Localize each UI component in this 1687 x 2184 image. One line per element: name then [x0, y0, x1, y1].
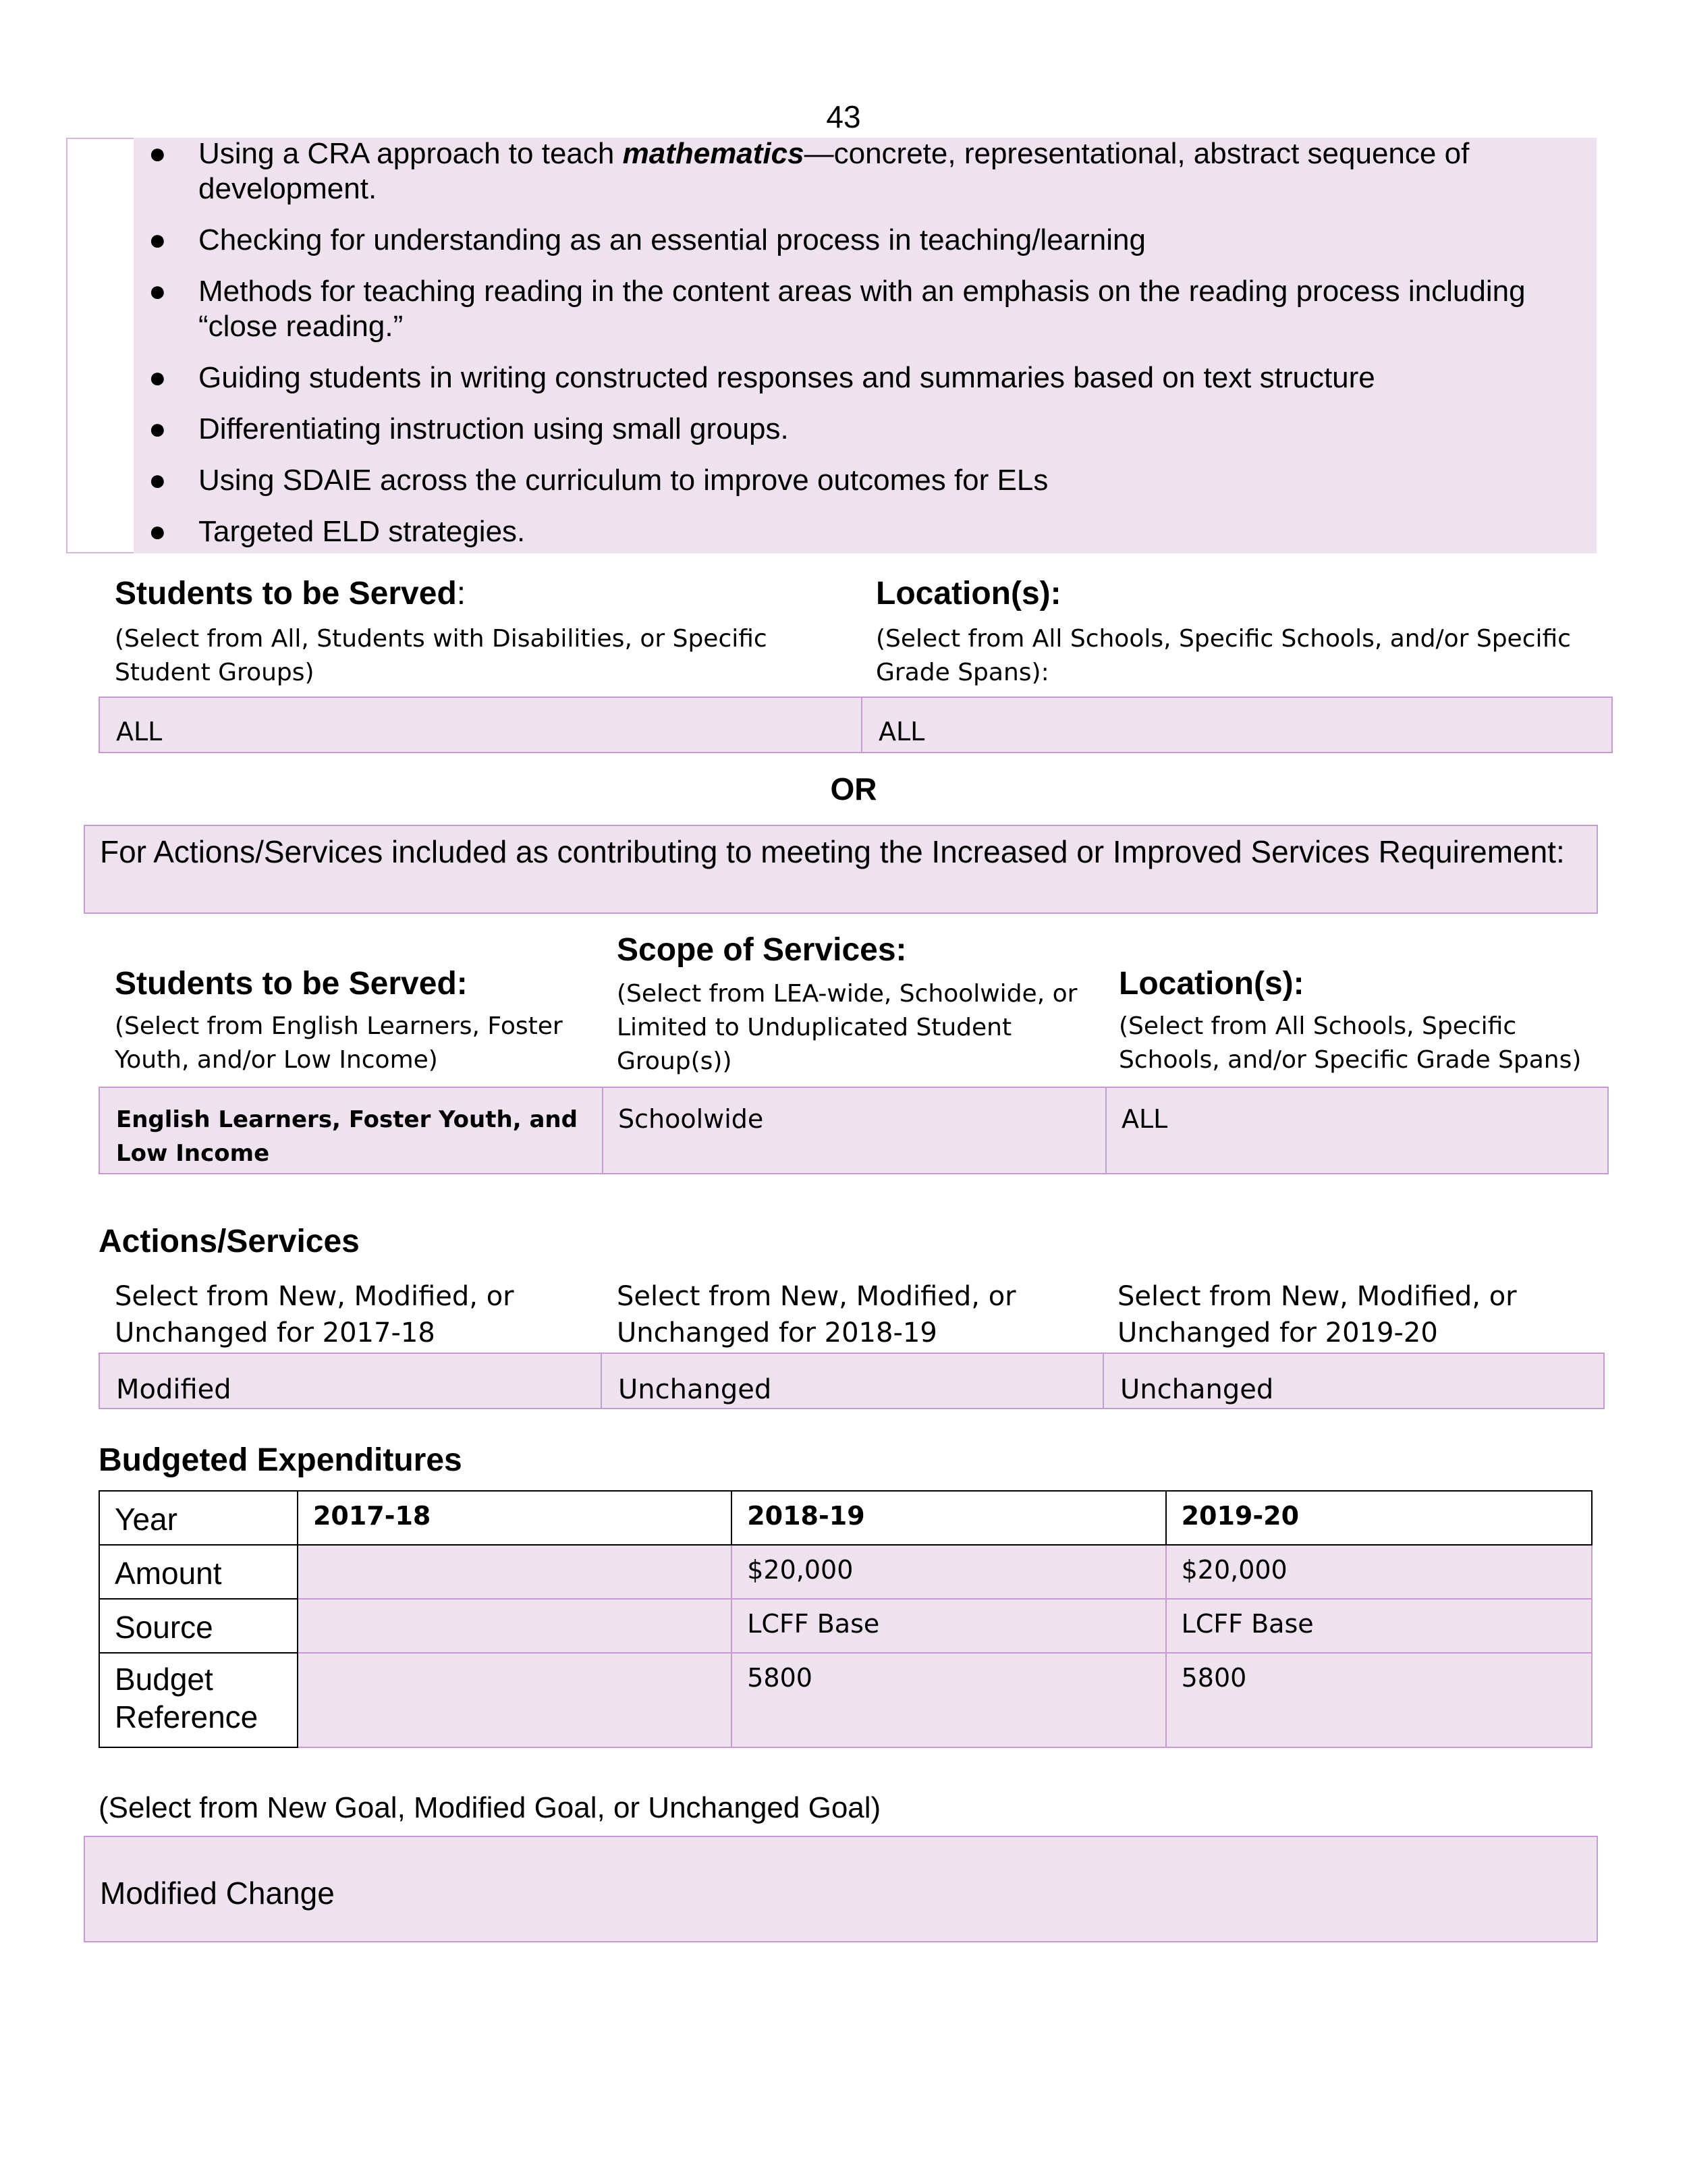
budget-table — [99, 1490, 1593, 1748]
amount-2019[interactable]: $20,000 — [1166, 1545, 1592, 1599]
bullet-icon: ● — [148, 275, 167, 308]
bullet-icon: ● — [148, 361, 167, 394]
bullet-text: Differentiating instruction using small groups. — [198, 412, 789, 445]
bullet-text: Guiding students in writing constructed responses and summaries based on text structure — [198, 361, 1375, 394]
budget-ref-2017[interactable] — [298, 1653, 731, 1747]
budget-ref-2019[interactable]: 5800 — [1166, 1653, 1592, 1747]
actions-heading: Actions/Services — [99, 1224, 360, 1259]
students-heading-2: Students to be Served: — [115, 966, 468, 1002]
bullet-icon: ● — [148, 464, 167, 497]
scope-hint: (Select from LEA-wide, Schoolwide, or Limited to Unduplicated Student Group(s)) — [617, 980, 1078, 1075]
table-row — [99, 1599, 1592, 1653]
location-hint-2: (Select from All Schools, Specific Schools, and/or Specific Grade Spans) — [1119, 1012, 1582, 1074]
actions-hint-2019: Select from New, Modified, or Unchanged for 2019-20 — [1117, 1281, 1517, 1348]
students-hint: (Select from All, Students with Disabilities, or Specific Student Groups) — [115, 625, 767, 686]
action-status-2018[interactable]: Unchanged — [601, 1353, 1104, 1409]
year-label: Year — [99, 1491, 298, 1545]
budget-heading: Budgeted Expenditures — [99, 1442, 462, 1478]
year-2018-header: 2018-19 — [731, 1491, 1165, 1545]
location-heading-2: Location(s): — [1119, 966, 1304, 1002]
source-2018[interactable]: LCFF Base — [731, 1599, 1165, 1653]
bullet-icon: ● — [148, 137, 167, 170]
or-label: OR — [830, 771, 877, 807]
location-hint: (Select from All Schools, Specific Schools, and/or Specific Grade Spans): — [876, 625, 1571, 686]
bullet-icon: ● — [148, 412, 167, 445]
scope-field[interactable]: Schoolwide — [602, 1087, 1107, 1174]
source-2017[interactable] — [298, 1599, 731, 1653]
students-served-field-2[interactable]: English Learners, Foster Youth, and Low Income — [99, 1087, 603, 1174]
bullet-text: Using a CRA approach to teach mathematics—concrete, representational, abstract sequence of development. — [198, 137, 1470, 205]
bullet-text: Using SDAIE across the curriculum to improve outcomes for ELs — [198, 464, 1049, 497]
year-2017-header: 2017-18 — [298, 1491, 731, 1545]
amount-label: Amount — [99, 1545, 298, 1599]
budget-reference-label: Budget Reference — [99, 1653, 298, 1747]
goal-change-field[interactable]: Modified Change — [84, 1836, 1598, 1942]
budget-ref-2018[interactable]: 5800 — [731, 1653, 1165, 1747]
source-2019[interactable]: LCFF Base — [1166, 1599, 1592, 1653]
students-hint-2: (Select from English Learners, Foster Youth, and/or Low Income) — [115, 1012, 563, 1074]
increased-services-box: For Actions/Services included as contributing to meeting the Increased or Improved Services Requirement: — [84, 825, 1598, 914]
location-field-2[interactable]: ALL — [1105, 1087, 1609, 1174]
students-heading: Students to be Served: — [115, 576, 466, 611]
actions-hint-2018: Select from New, Modified, or Unchanged for 2018-19 — [617, 1281, 1016, 1348]
table-row — [99, 1653, 1592, 1747]
location-field[interactable]: ALL — [861, 697, 1613, 753]
action-status-2019[interactable]: Unchanged — [1103, 1353, 1605, 1409]
page-number: 43 — [826, 99, 861, 134]
table-row — [99, 1545, 1592, 1599]
scope-heading: Scope of Services: — [617, 932, 907, 968]
table-row — [99, 1491, 1592, 1545]
amount-2017[interactable] — [298, 1545, 731, 1599]
action-status-2017[interactable]: Modified — [99, 1353, 602, 1409]
bullet-icon: ● — [148, 515, 167, 548]
bullet-text: Targeted ELD strategies. — [198, 515, 526, 548]
bullet-icon: ● — [148, 223, 167, 256]
year-2019-header: 2019-20 — [1166, 1491, 1592, 1545]
bullet-text: Methods for teaching reading in the content areas with an emphasis on the reading process including “close reading.” — [198, 275, 1526, 343]
bullet-text: Checking for understanding as an essential process in teaching/learning — [198, 223, 1146, 256]
students-served-field[interactable]: ALL — [99, 697, 862, 753]
goal-hint: (Select from New Goal, Modified Goal, or Unchanged Goal) — [99, 1791, 881, 1824]
amount-2018[interactable]: $20,000 — [731, 1545, 1165, 1599]
actions-hint-2017: Select from New, Modified, or Unchanged for 2017-18 — [115, 1281, 514, 1348]
location-heading: Location(s): — [876, 576, 1061, 611]
source-label: Source — [99, 1599, 298, 1653]
